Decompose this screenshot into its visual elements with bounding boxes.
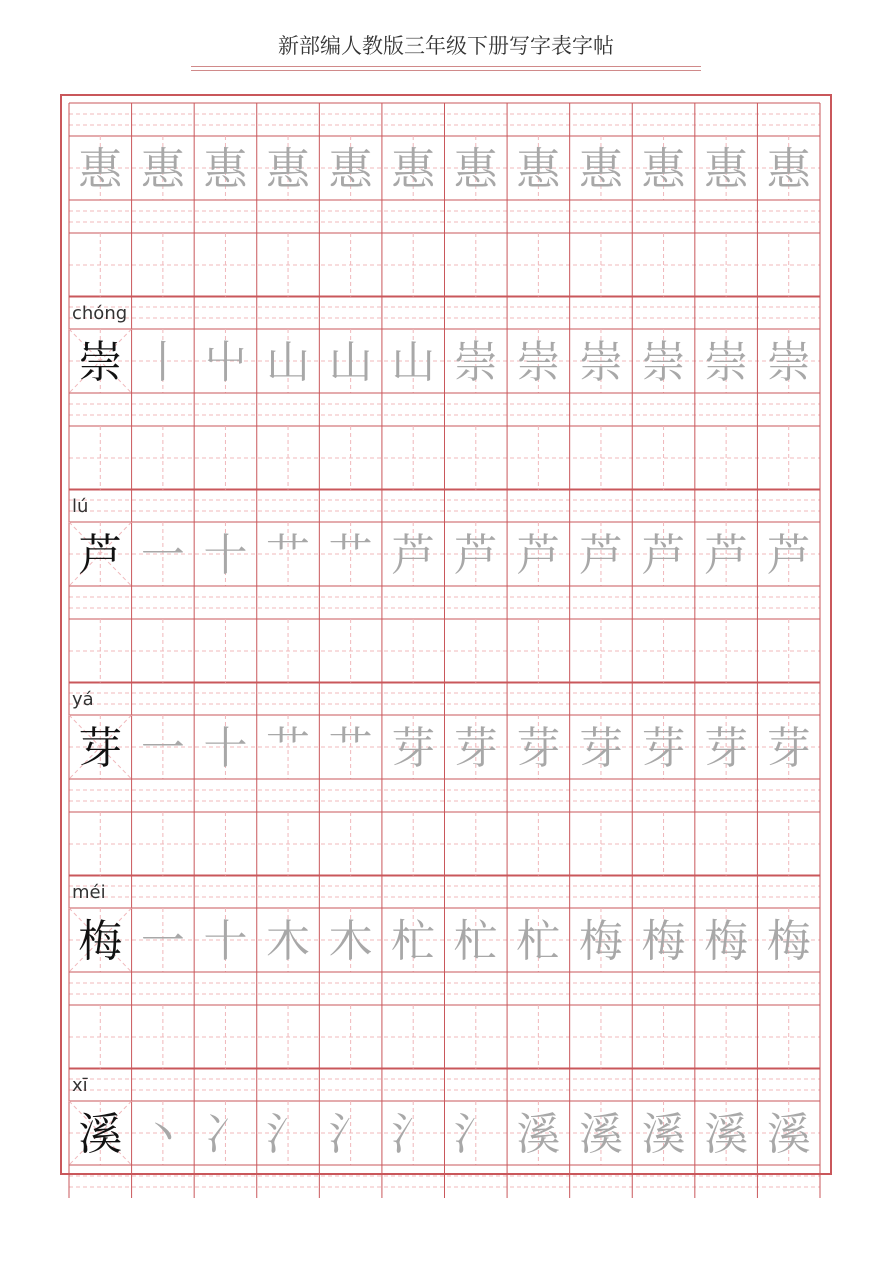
trace-character: 惠 (328, 143, 373, 195)
trace-character: 芽 (641, 722, 686, 774)
trace-character: 芦 (641, 529, 686, 581)
trace-character: 艹 (328, 529, 373, 581)
trace-character: 溪 (578, 1108, 623, 1160)
model-character: 崇 (78, 336, 123, 388)
trace-character: 艹 (328, 722, 373, 774)
trace-character: 芦 (704, 529, 749, 581)
trace-character: 崇 (704, 336, 749, 388)
outer-frame (61, 95, 831, 1174)
model-character: 梅 (78, 915, 123, 967)
trace-character: 屮 (203, 336, 248, 388)
trace-character: 梅 (578, 915, 623, 967)
trace-character: 溪 (704, 1108, 749, 1160)
trace-character: 崇 (516, 336, 561, 388)
trace-character: 艹 (266, 722, 311, 774)
pinyin-label: yá (72, 689, 94, 710)
trace-character: 崇 (641, 336, 686, 388)
trace-character: 一 (140, 915, 185, 967)
trace-character: 崇 (766, 336, 811, 388)
trace-character: 梅 (704, 915, 749, 967)
trace-character: 十 (203, 529, 248, 581)
trace-character: 山 (391, 336, 436, 388)
trace-character: 溪 (766, 1108, 811, 1160)
trace-character: 惠 (704, 143, 749, 195)
trace-character: 梅 (766, 915, 811, 967)
trace-character: 惠 (766, 143, 811, 195)
trace-character: 十 (203, 722, 248, 774)
trace-character: 木 (328, 915, 373, 967)
trace-character: 芦 (578, 529, 623, 581)
trace-character: 氵 (391, 1108, 436, 1160)
trace-character: 芦 (391, 529, 436, 581)
trace-character: 溪 (641, 1108, 686, 1160)
model-character: 芦 (78, 529, 123, 581)
trace-character: 惠 (641, 143, 686, 195)
trace-character: 一 (140, 722, 185, 774)
trace-character: 艹 (266, 529, 311, 581)
trace-character: 惠 (203, 143, 248, 195)
trace-character: 芽 (704, 722, 749, 774)
trace-character: 杧 (516, 915, 561, 967)
trace-character: 冫 (203, 1108, 248, 1160)
model-character: 芽 (78, 722, 123, 774)
trace-character: 氵 (266, 1108, 311, 1160)
trace-character: 惠 (266, 143, 311, 195)
pinyin-label: méi (72, 882, 106, 903)
trace-character: 一 (140, 529, 185, 581)
trace-character: 芦 (453, 529, 498, 581)
trace-character: 惠 (453, 143, 498, 195)
trace-character: 惠 (140, 143, 185, 195)
trace-character: 芦 (516, 529, 561, 581)
trace-character: 芽 (766, 722, 811, 774)
trace-character: 惠 (391, 143, 436, 195)
trace-character: 惠 (516, 143, 561, 195)
trace-character: 山 (328, 336, 373, 388)
trace-character: 丶 (140, 1108, 185, 1160)
trace-character: 十 (203, 915, 248, 967)
trace-character: 山 (266, 336, 311, 388)
pinyin-label: lú (72, 496, 89, 517)
pinyin-label: xī (72, 1075, 88, 1096)
trace-character: 溪 (516, 1108, 561, 1160)
trace-character: 杧 (391, 915, 436, 967)
trace-character: 崇 (453, 336, 498, 388)
page-title: 新部编人教版三年级下册写字表字帖 (278, 34, 614, 58)
trace-character: 杧 (453, 915, 498, 967)
pinyin-label: chóng (72, 303, 128, 324)
trace-character: 芽 (391, 722, 436, 774)
trace-character: 惠 (578, 143, 623, 195)
trace-character: 芦 (766, 529, 811, 581)
trace-character: 木 (266, 915, 311, 967)
trace-character: 芽 (516, 722, 561, 774)
trace-character: 氵 (453, 1108, 498, 1160)
trace-character: 氵 (328, 1108, 373, 1160)
trace-character: 芽 (453, 722, 498, 774)
trace-character: 芽 (578, 722, 623, 774)
model-character: 溪 (78, 1108, 123, 1160)
trace-character: 崇 (578, 336, 623, 388)
trace-character: 梅 (641, 915, 686, 967)
model-character: 惠 (78, 143, 123, 195)
trace-character: 丨 (140, 336, 185, 388)
